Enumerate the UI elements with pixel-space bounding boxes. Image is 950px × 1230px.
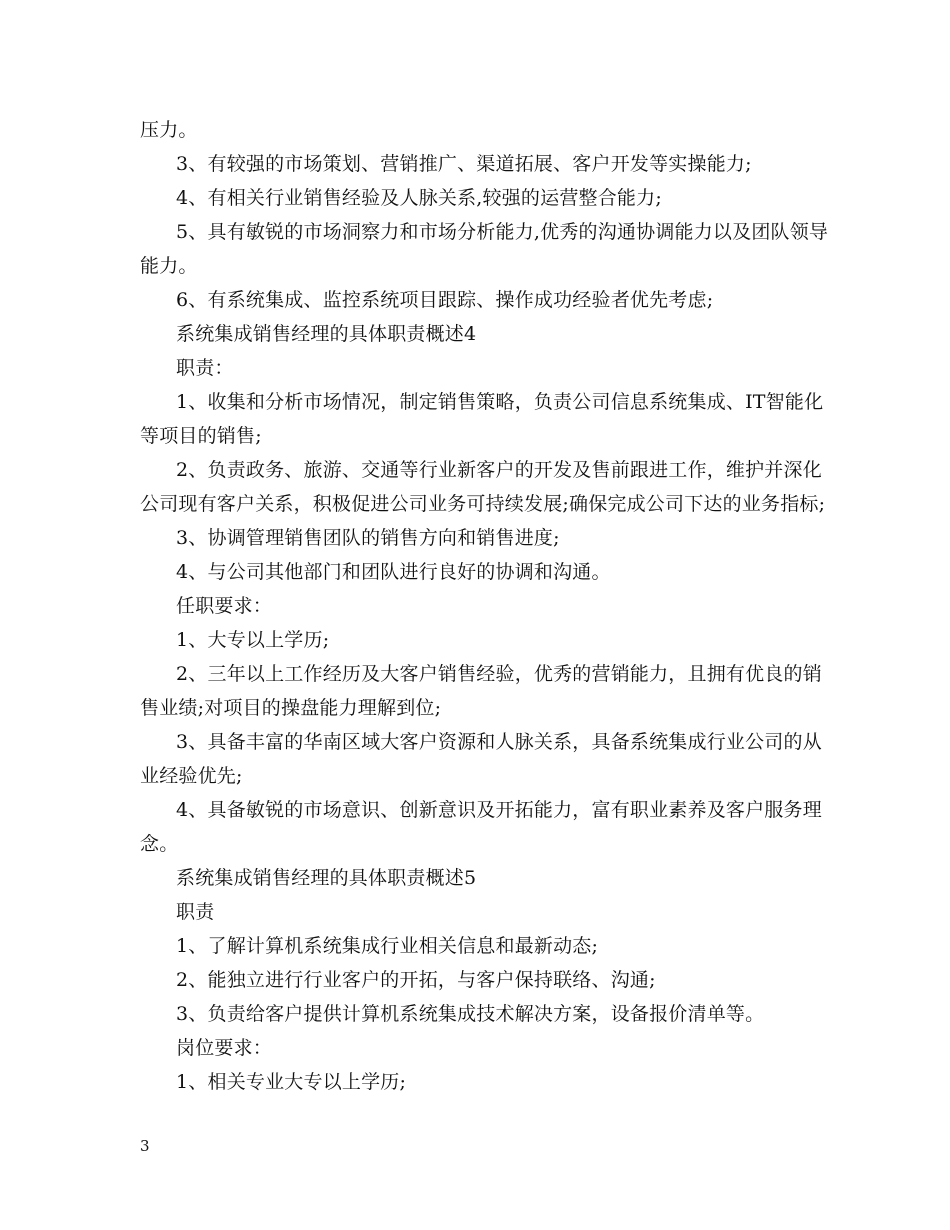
text-line: 任职要求： xyxy=(176,595,273,617)
text-line: 6、有系统集成、监控系统项目跟踪、操作成功经验者优先考虑; xyxy=(176,289,714,311)
text-line: 3、具备丰富的华南区域大客户资源和人脉关系，具备系统集成行业公司的从 xyxy=(176,731,822,753)
text-line: 系统集成销售经理的具体职责概述4 xyxy=(176,323,477,345)
text-line: 系统集成销售经理的具体职责概述5 xyxy=(176,867,477,889)
page-number: 3 xyxy=(140,1137,150,1155)
text-line: 5、具有敏锐的市场洞察力和市场分析能力,优秀的沟通协调能力以及团队领导 xyxy=(176,221,829,243)
text-line: 4、与公司其他部门和团队进行良好的协调和沟通。 xyxy=(176,561,611,583)
text-line: 3、负责给客户提供计算机系统集成技术解决方案，设备报价清单等。 xyxy=(176,1003,765,1025)
text-line: 1、了解计算机系统集成行业相关信息和最新动态; xyxy=(176,935,599,957)
text-line: 职责： xyxy=(176,357,234,379)
text-line: 2、能独立进行行业客户的开拓，与客户保持联络、沟通; xyxy=(176,969,656,991)
text-line: 岗位要求： xyxy=(176,1037,273,1059)
text-line: 1、相关专业大专以上学历; xyxy=(176,1071,407,1093)
text-line: 能力。 xyxy=(140,255,198,277)
text-line: 2、负责政务、旅游、交通等行业新客户的开发及售前跟进工作，维护并深化 xyxy=(176,459,822,481)
text-line: 业经验优先; xyxy=(140,765,243,787)
text-line: 售业绩;对项目的操盘能力理解到位; xyxy=(140,697,442,719)
text-line: 3、协调管理销售团队的销售方向和销售进度; xyxy=(176,527,560,549)
text-line: 职责 xyxy=(176,901,215,923)
text-line: 等项目的销售; xyxy=(140,425,262,447)
text-line: 2、三年以上工作经历及大客户销售经验，优秀的营销能力，且拥有优良的销 xyxy=(176,663,822,685)
text-line: 念。 xyxy=(140,833,179,855)
text-line: 1、收集和分析市场情况，制定销售策略，负责公司信息系统集成、IT智能化 xyxy=(176,391,824,413)
text-line: 公司现有客户关系，积极促进公司业务可持续发展;确保完成公司下达的业务指标; xyxy=(140,493,826,515)
text-line: 4、具备敏锐的市场意识、创新意识及开拓能力，富有职业素养及客户服务理 xyxy=(176,799,822,821)
text-line: 4、有相关行业销售经验及人脉关系,较强的运营整合能力; xyxy=(176,187,662,209)
text-line: 压力。 xyxy=(140,119,198,141)
text-line: 3、有较强的市场策划、营销推广、渠道拓展、客户开发等实操能力; xyxy=(176,153,752,175)
document-body xyxy=(140,113,829,1099)
text-line: 1、大专以上学历; xyxy=(176,629,330,651)
